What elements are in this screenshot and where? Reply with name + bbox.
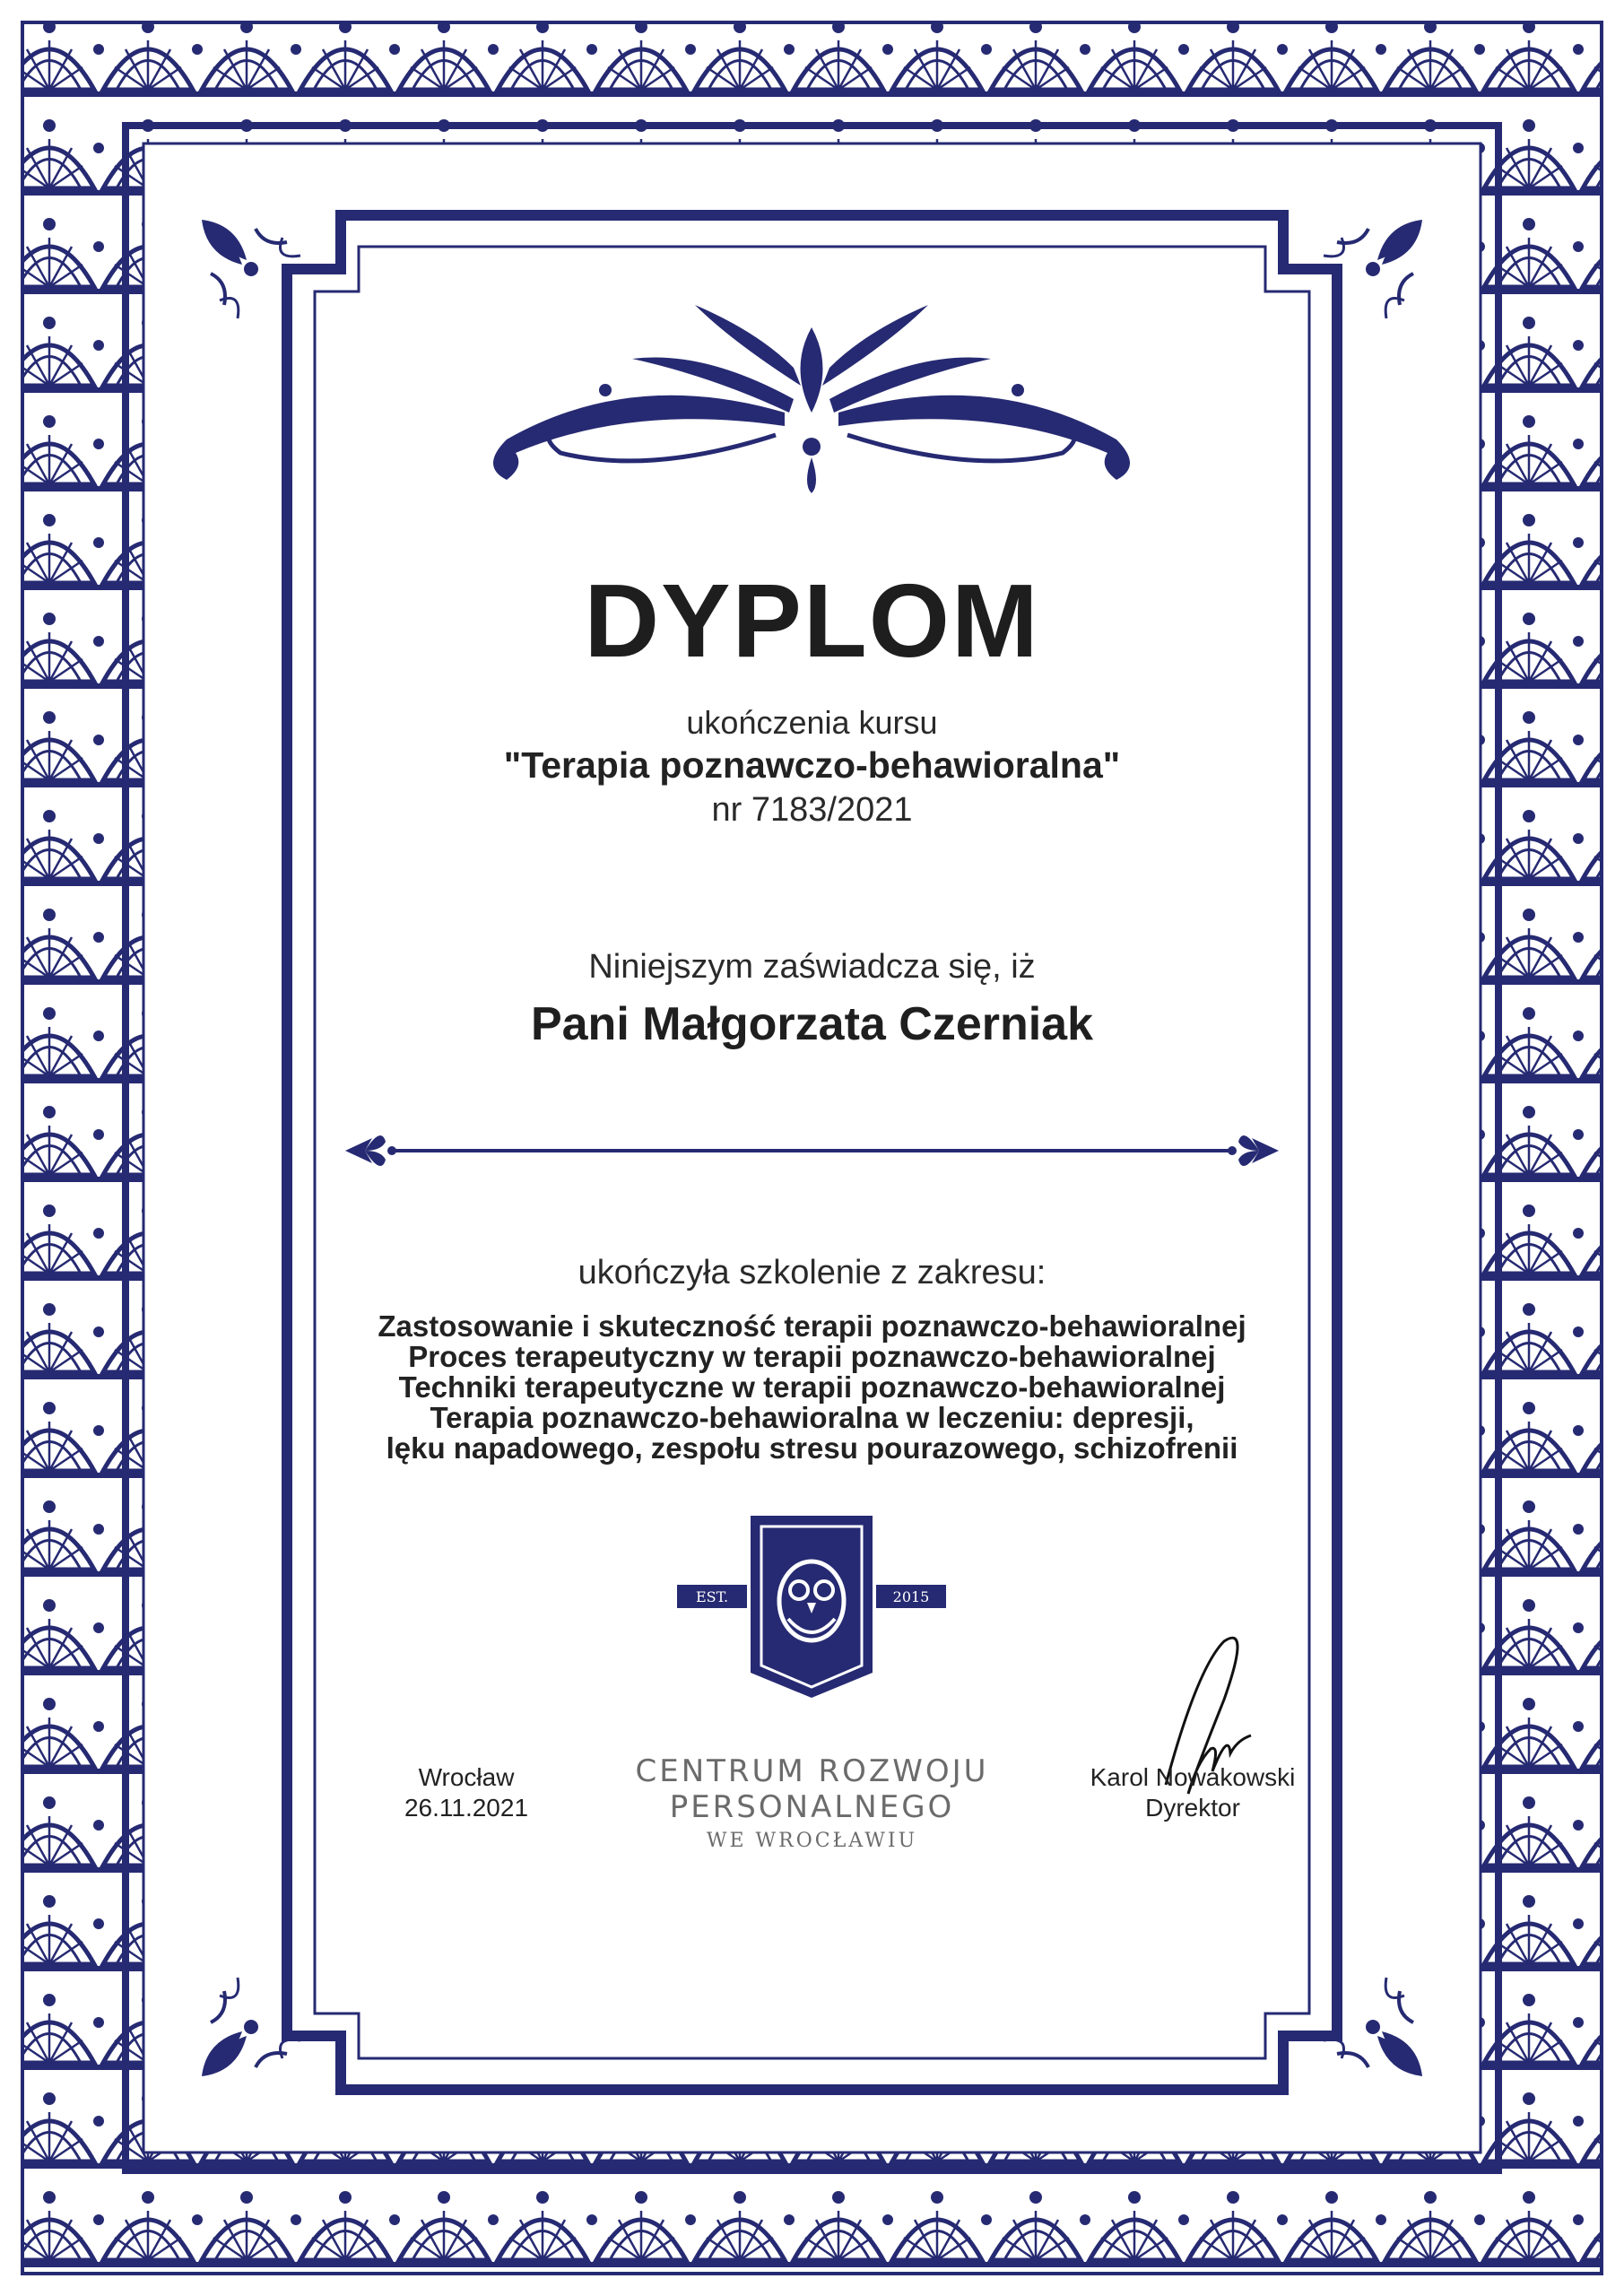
topics-list [0, 1311, 1624, 1464]
diploma-number: nr 7183/2021 [711, 791, 913, 829]
signer-name: Karol Nowakowski [1090, 1763, 1296, 1791]
topic-item: Techniki terapeutyczne w terapii poznawczo-behawioralnej [398, 1370, 1226, 1404]
signer-role: Dyrektor [1145, 1794, 1240, 1822]
course-name: "Terapia poznawczo-behawioralna" [503, 744, 1121, 786]
logo-line-2: PERSONALNEGO [669, 1789, 955, 1825]
certify-text: Niniejszym zaświadcza się, iż [588, 948, 1036, 986]
issue-date: 26.11.2021 [404, 1794, 529, 1822]
topic-item: Proces terapeutyczny w terapii poznawczo-behawioralnej [408, 1340, 1216, 1373]
signature-block [1058, 1762, 1327, 1823]
scope-intro: ukończyła szkolenie z zakresu: [578, 1254, 1046, 1292]
diploma-subtitle: ukończenia kursu [686, 704, 938, 741]
logo-line-3: WE WROCŁAWIU [706, 1830, 918, 1852]
topic-item: Zastosowanie i skuteczność terapii poznawczo-behawioralnej [378, 1309, 1246, 1343]
logo-year: 2015 [892, 1588, 930, 1605]
logo-est-label: EST. [695, 1588, 729, 1605]
topic-item: Terapia poznawczo-behawioralna w leczeniu: depresji, [430, 1401, 1194, 1434]
logo-line-1: CENTRUM ROZWOJU [635, 1753, 989, 1789]
place: Wrocław [418, 1763, 515, 1791]
topic-item: lęku napadowego, zespołu stresu pourazowego, schizofrenii [386, 1431, 1238, 1465]
diploma-title: DYPLOM [584, 562, 1040, 679]
recipient-name: Pani Małgorzata Czerniak [530, 998, 1094, 1050]
